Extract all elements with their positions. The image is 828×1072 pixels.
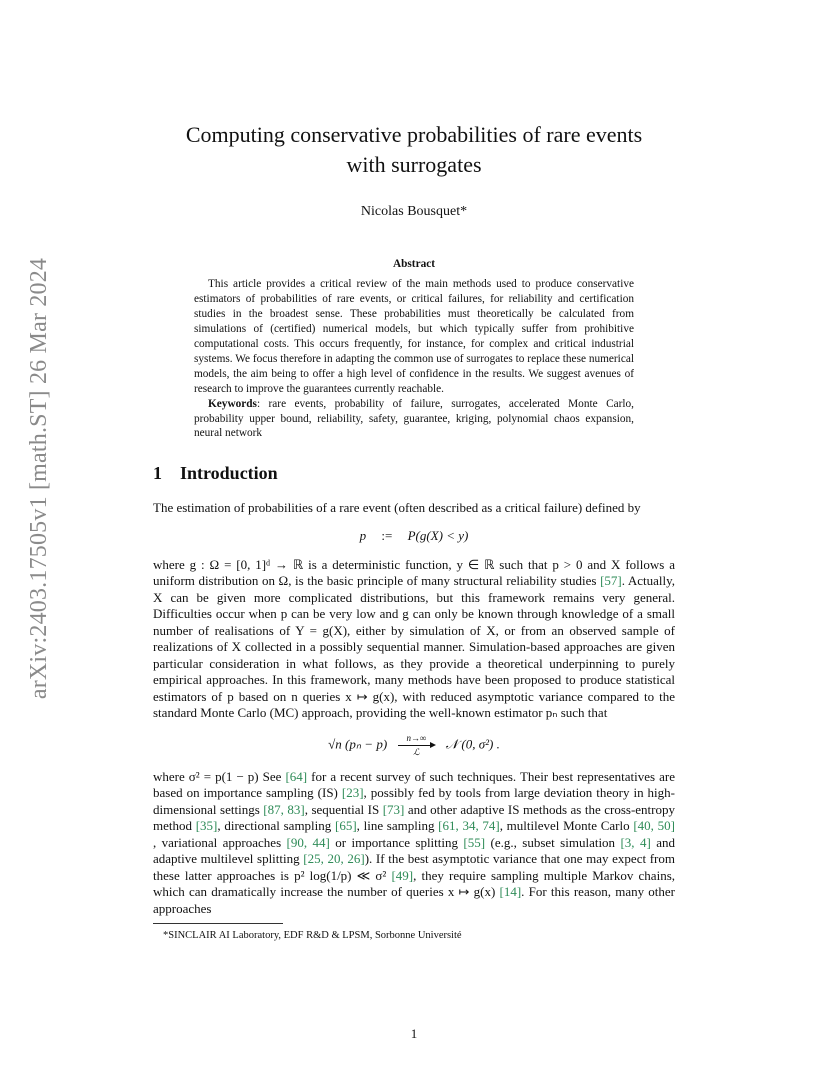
- convergence-arrow: [398, 734, 434, 757]
- title-line-1: Computing conservative probabilities of rare events: [185, 122, 643, 147]
- para3-text: , variational approaches: [153, 834, 287, 850]
- equation-convergence: [153, 734, 675, 757]
- page-number: 1: [410, 1026, 418, 1041]
- arrow-top-label: n→∞: [406, 732, 427, 743]
- citation-link[interactable]: [65]: [334, 818, 357, 834]
- abstract-text: This article provides a critical review of the main methods used to produce conservative estimators of probabilities of rare events, or critical failures, for reliability and certification studies in the broadest sense. These probabilities must theoretically be calculated from simulations of (certified) numerical models, but which typically suffer from prohibitive computational costs. This occurs frequently, for instance, for complex and critical industrial systems. We focus therefore in adapting the common use of surrogates to replace these numerical models, the aim being to offer a high level of confidence in the results. We suggest avenues of research to improve the guarantees currently reachable.: [194, 278, 634, 395]
- para3-text: , line sampling: [356, 818, 439, 834]
- citation-link[interactable]: [73]: [382, 801, 405, 817]
- section-title: Introduction: [180, 463, 278, 484]
- footnote-divider: [153, 923, 283, 924]
- citation-link[interactable]: [87, 83]: [263, 801, 305, 817]
- citation-link[interactable]: [57]: [600, 573, 622, 589]
- equation-probability: [153, 528, 675, 545]
- citation-link[interactable]: [3, 4]: [620, 834, 651, 850]
- keywords-text: : rare events, probability of failure, surrogates, accelerated Monte Carlo, probability upper bound, reliability, safety, guarantee, kriging, polynomial chaos expansion, neural network: [194, 397, 634, 440]
- eq2-lhs: √n (pₙ − p): [328, 736, 388, 752]
- para3-text: . For this reason, many other approaches: [153, 884, 675, 916]
- citation-link[interactable]: [40, 50]: [633, 818, 675, 834]
- para3-text: and other adaptive IS methods as the cross-entropy method: [153, 801, 675, 834]
- para3-text: , directional sampling: [217, 818, 335, 834]
- abstract-block: [194, 257, 634, 442]
- para2-text-2: . Actually, X can be given more complicated distributions, but this framework remains very general. Difficulties occur when p can be very low and g can only be known through knowledge of a small number of realisations of Y = g(X), either by simulation of X, or from an observed sample of realizations of X collected in a possibly sequential manner. Simulation-based approaches are given particular consideration in what follows, as they provide a theoretical underpinning to purely empirical approaches. In this framework, many methods have been proposed to produce statistical estimators of p based on n queries x ↦ g(x), with reduced asymptotic variance compared to the standard Monte Carlo (MC) approach, providing the well-known estimator pₙ such that: [153, 573, 676, 721]
- abstract-heading: Abstract: [392, 257, 436, 270]
- arxiv-identifier: [20, 257, 60, 699]
- section-heading: [153, 465, 675, 482]
- para3-text: , multilevel Monte Carlo: [499, 818, 634, 834]
- para3-text: , sequential IS: [304, 801, 383, 817]
- para3-text: ). If the best asymptotic variance that one may expect from these latter approaches is p² log(1/p) ≪ σ²: [153, 851, 675, 883]
- author-name: Nicolas Bousquet*: [360, 204, 468, 219]
- citation-link[interactable]: [64]: [285, 768, 308, 784]
- para3-text: (e.g., subset simulation: [485, 834, 621, 850]
- section-number: 1: [153, 463, 162, 484]
- para3-text: , they require sampling multiple Markov chains, which can dramatically increase the number of queries x ↦ g(x): [153, 867, 675, 900]
- title-line-2: with surrogates: [346, 152, 482, 177]
- citation-link[interactable]: [49]: [391, 867, 414, 883]
- eq1-lhs: p: [359, 528, 367, 544]
- arrow-line: [398, 745, 434, 746]
- citation-link[interactable]: [61, 34, 74]: [438, 818, 500, 834]
- intro-paragraph-2: [153, 557, 675, 722]
- citation-link[interactable]: [25, 20, 26]: [303, 851, 365, 867]
- keywords-label: Keywords: [208, 397, 257, 410]
- eq1-rhs: P(g(X) < y): [407, 528, 469, 544]
- citation-link[interactable]: [35]: [195, 818, 218, 834]
- keywords: [194, 397, 634, 442]
- citation-link[interactable]: [90, 44]: [286, 834, 330, 850]
- para3-text: , possibly fed by tools from large deviation theory in high-dimensional settings: [153, 785, 675, 817]
- para3-text: where σ² = p(1 − p) See: [153, 768, 286, 784]
- eq1-operator: :=: [381, 528, 393, 544]
- arrow-bottom-label: ℒ: [413, 746, 420, 757]
- para2-text-1: where g : Ω = [0, 1]ᵈ → ℝ is a deterministic function, y ∈ ℝ such that p > 0 and X follows a uniform distribution on Ω, is the basic principle of many structural reliability studies: [153, 556, 675, 589]
- footnote-affiliation: *SINCLAIR AI Laboratory, EDF R&D & LPSM, Sorbonne Université: [163, 930, 462, 942]
- citation-link[interactable]: [14]: [499, 884, 522, 900]
- intro-paragraph-3: [153, 769, 675, 918]
- para3-text: for a recent survey of such techniques. Their best representatives are based on importance sampling (IS): [153, 768, 675, 801]
- eq2-rhs: 𝒩 (0, σ²) .: [445, 736, 500, 752]
- citation-link[interactable]: [23]: [341, 785, 364, 801]
- citation-link[interactable]: [55]: [463, 834, 486, 850]
- para3-text: or importance splitting: [329, 834, 464, 850]
- intro-paragraph-1: The estimation of probabilities of a rare event (often described as a critical failure) defined by: [153, 499, 641, 515]
- arxiv-identifier-text: arXiv:2403.17505v1 [math.ST] 26 Mar 2024: [26, 257, 53, 699]
- paper-title: [153, 120, 675, 180]
- paper-page: [153, 120, 675, 945]
- para3-text: and adaptive multilevel splitting: [153, 834, 675, 867]
